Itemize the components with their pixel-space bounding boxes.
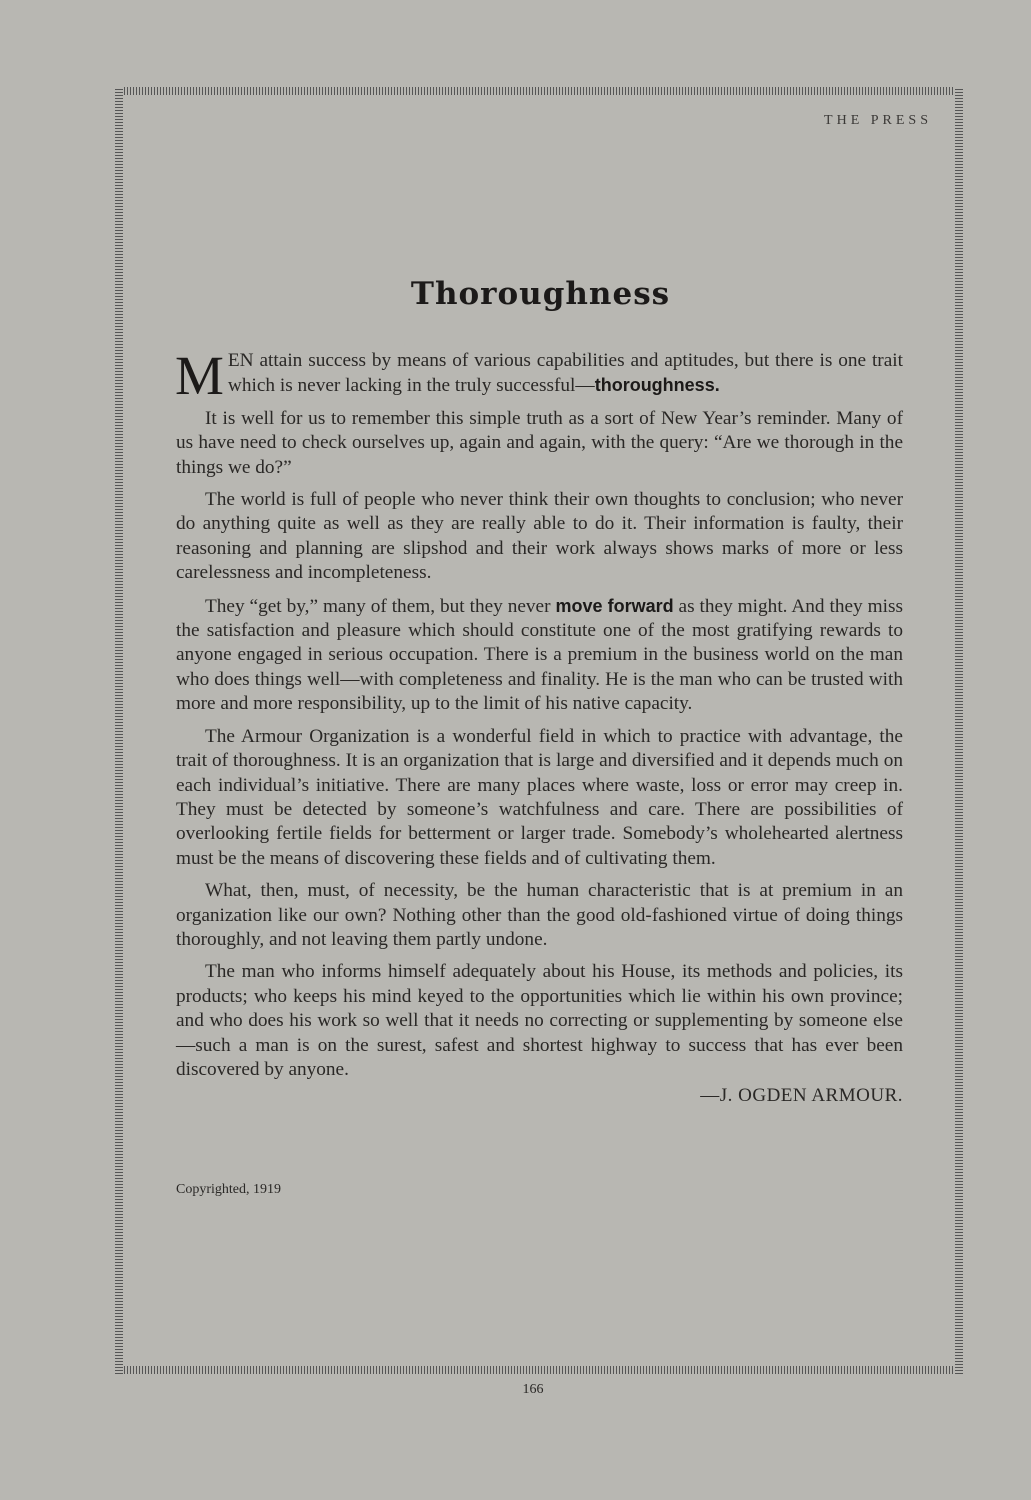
article-body [175,345,903,1109]
copyright-notice: Copyrighted, 1919 [176,1182,281,1197]
paragraph-text: as they might. And they miss the satisfaction and pleasure which should constitute one of the most gratifying rewards to anyone engaged in serious occupation. There is a premium in the business world on the man who does things well—with completeness and finality. He is the man who can be trusted with more and more responsibility, up to the limit of his native capacity. [176,595,903,715]
paragraph-6: What, then, must, of necessity, be the human characteristic that is at premium in an organization like our own? Nothing other than the good old-fashioned virtue of doing things thoroughly, and not leaving them partly undone. [176,880,903,950]
paragraph-3: The world is full of people who never think their own thoughts to conclusion; who never do anything quite as well as they are really able to do it. Their information is faulty, their reasoning and planning are slipshod and their work always shows marks of more or less carelessness and incompleteness. [176,489,903,584]
page-number: 166 [522,1382,544,1397]
border-bottom [115,1366,963,1374]
running-head: THE PRESS [824,113,932,128]
article-title: Thoroughness [410,276,671,312]
emphasis: thoroughness. [594,375,720,396]
paragraph-text: EN attain success by means of various capabilities and aptitudes, but there is one trait which is never lacking in the truly successful— [227,350,903,397]
paragraph-2: It is well for us to remember this simple truth as a sort of New Year’s reminder. Many of us have need to check ourselves up, again and again, with the query: “Are we thorough in the things we do?” [176,407,903,478]
paragraph-5: The Armour Organization is a wonderful field in which to practice with advantage, the trait of thoroughness. It is an organization that is large and diversified and it depends much on each individual’s initiative. There are many places where waste, loss or error may creep in. They must be detected by someone’s watchfulness and care. There are possibilities of overlooking fertile fields for betterment or larger trade. Somebody’s wholehearted alertness must be the means of discovering these fields and of cultivating them. [176,725,903,869]
paragraph-text: They “get by,” many of them, but they never [205,595,556,617]
emphasis: move forward [555,595,674,616]
signature: —J. OGDEN ARMOUR. [700,1085,903,1107]
paragraph-1 [175,345,903,406]
border-top [115,87,963,95]
paragraph-4 [176,594,903,717]
paragraph-7: The man who informs himself adequately about his House, its methods and policies, its products; who keeps his mind keyed to the opportunities which lie within his own province; and who does his work so well that it needs no correcting or supplementing by someone else—such a man is on the surest, safest and shortest highway to success that has ever been discovered by anyone. [176,961,903,1080]
drop-cap: M [175,345,224,406]
